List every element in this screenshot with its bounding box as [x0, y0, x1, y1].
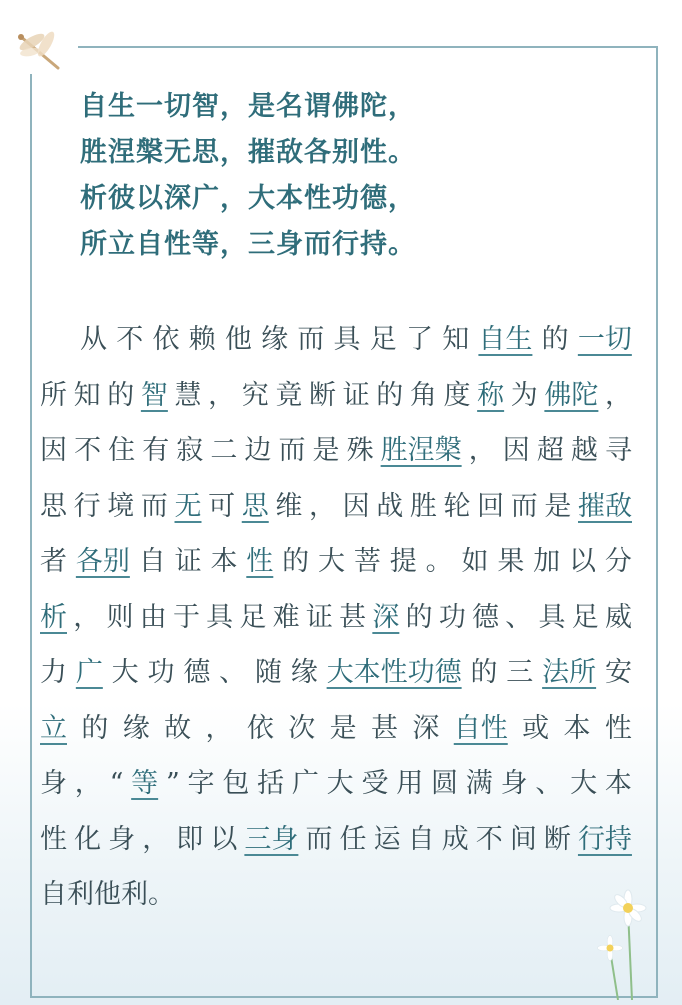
- text-char: 甚: [339, 601, 367, 633]
- text-char: 身: [108, 823, 136, 855]
- text-char: 由: [139, 601, 167, 633]
- text-char: 加: [533, 546, 561, 577]
- text-char: 自利他利。: [40, 879, 175, 910]
- text-char: 维: [275, 490, 303, 522]
- text-char: 成: [441, 823, 469, 855]
- text-char: 力: [40, 657, 67, 688]
- text-char: 了: [405, 324, 433, 355]
- text-char: 三: [506, 657, 534, 688]
- text-char: 的: [541, 324, 569, 355]
- text-char: ，: [208, 379, 236, 411]
- text-char: 依: [246, 712, 274, 744]
- text-char: 身: [40, 768, 67, 799]
- commentary-line-2: [40, 368, 632, 424]
- text-char: 足: [571, 601, 599, 633]
- text-char: 自: [138, 546, 166, 577]
- text-char: 提: [389, 546, 417, 577]
- commentary-line-8: [40, 701, 632, 757]
- text-char: 知: [73, 379, 101, 411]
- text-char: 断: [543, 823, 571, 855]
- underlined-term: 性: [246, 546, 274, 577]
- text-char: 是: [312, 435, 340, 466]
- text-char: 的: [81, 712, 109, 744]
- underlined-term: 称: [477, 379, 505, 411]
- text-char: 大: [570, 768, 598, 799]
- text-char: 次: [288, 712, 316, 744]
- text-char: 甚: [371, 712, 398, 744]
- text-char: 殊: [346, 435, 374, 466]
- text-char: 大: [318, 546, 346, 577]
- text-char: 的: [376, 379, 404, 411]
- text-char: 化: [74, 823, 102, 855]
- text-char: 缘: [290, 657, 318, 688]
- underlined-term: 自生: [478, 324, 533, 355]
- text-char: 而: [140, 490, 168, 522]
- underlined-term: 行持: [577, 823, 632, 855]
- text-char: 回: [477, 490, 505, 522]
- underlined-term: 智: [140, 379, 168, 411]
- text-char: 所: [40, 379, 67, 411]
- text-char: 功: [438, 601, 466, 633]
- text-char: 缘: [261, 324, 289, 355]
- text-char: 而: [305, 823, 333, 855]
- text-char: 受: [361, 768, 389, 799]
- text-char: 度: [443, 379, 471, 411]
- commentary-line-6: [40, 590, 632, 646]
- text-char: 依: [152, 324, 180, 355]
- text-char: 或: [522, 712, 550, 744]
- text-char: 有: [142, 435, 170, 466]
- text-char: 括: [257, 768, 285, 799]
- text-char: 行: [73, 490, 101, 522]
- commentary-line-7: [40, 645, 632, 701]
- text-char: 慧: [174, 379, 202, 411]
- underlined-term: 大本性功德: [326, 657, 462, 688]
- text-char: 。: [425, 546, 453, 577]
- text-char: 知: [442, 324, 470, 355]
- text-char: 为: [510, 379, 538, 411]
- text-char: 可: [208, 490, 236, 522]
- underlined-term: 广: [75, 657, 103, 688]
- text-char: 思: [40, 490, 67, 522]
- text-char: 难: [272, 601, 300, 633]
- underlined-term: 法所: [542, 657, 597, 688]
- text-char: 满: [465, 768, 493, 799]
- text-char: 身: [500, 768, 528, 799]
- text-char: “: [109, 768, 124, 799]
- verse-line-1: 自生一切智，是名谓佛陀，: [80, 91, 416, 122]
- daisy-flower-icon: [588, 880, 660, 1000]
- text-char: 分: [604, 546, 632, 577]
- text-char: ，: [73, 601, 101, 633]
- text-char: 即: [176, 823, 204, 855]
- text-char: 超: [536, 435, 564, 466]
- frame-right-border: [656, 46, 658, 998]
- text-char: 性: [604, 712, 632, 744]
- text-char: 竟: [275, 379, 303, 411]
- text-char: ，: [74, 768, 102, 799]
- text-char: 而: [297, 324, 325, 355]
- commentary-line-5: [40, 534, 632, 590]
- text-char: 他: [224, 324, 252, 355]
- verse-line-2: 胜涅槃无思，摧敌各别性。: [80, 137, 416, 168]
- commentary-paragraph: [40, 312, 632, 923]
- text-char: 深: [412, 712, 440, 744]
- text-char: 则: [106, 601, 134, 633]
- commentary-line-11: [40, 867, 632, 923]
- text-char: 、: [535, 768, 563, 799]
- text-char: 运: [373, 823, 401, 855]
- underlined-term: 无: [174, 490, 202, 522]
- text-char: 威: [604, 601, 632, 633]
- verse-line-3: 析彼以深广，大本性功德，: [80, 183, 416, 214]
- text-char: 足: [239, 601, 267, 633]
- text-char: 包: [222, 768, 250, 799]
- text-char: 任: [339, 823, 367, 855]
- text-char: 德: [183, 657, 211, 688]
- text-char: 者: [40, 546, 67, 577]
- commentary-line-3: [40, 423, 632, 479]
- text-char: 本: [563, 712, 591, 744]
- text-char: 以: [569, 546, 597, 577]
- text-char: 的: [107, 379, 135, 411]
- text-char: 具: [538, 601, 566, 633]
- text-char: ，: [205, 712, 233, 744]
- text-char: 证: [342, 379, 370, 411]
- text-char: 边: [244, 435, 272, 466]
- commentary-line-1: [40, 312, 632, 368]
- text-char: 因: [342, 490, 370, 522]
- text-char: 住: [108, 435, 136, 466]
- text-char: 证: [174, 546, 202, 577]
- underlined-term: 等: [131, 768, 159, 799]
- dragonfly-icon: [12, 30, 68, 74]
- text-char: 是: [329, 712, 357, 744]
- text-char: 赖: [188, 324, 216, 355]
- text-char: 随: [254, 657, 282, 688]
- underlined-term: 立: [40, 712, 67, 744]
- text-char: 的: [470, 657, 498, 688]
- text-char: 而: [510, 490, 538, 522]
- text-char: ”: [165, 768, 180, 799]
- commentary-line-10: [40, 812, 632, 868]
- underlined-term: 深: [372, 601, 400, 633]
- text-char: ，: [142, 823, 170, 855]
- text-char: 圆: [431, 768, 458, 799]
- text-char: 、: [219, 657, 247, 688]
- text-char: 是: [544, 490, 572, 522]
- text-char: 从: [80, 324, 107, 355]
- text-char: 胜: [409, 490, 437, 522]
- text-char: 证: [305, 601, 333, 633]
- text-char: 具: [206, 601, 234, 633]
- underlined-term: 胜涅槃: [380, 435, 462, 466]
- underlined-term: 各别: [75, 546, 130, 577]
- text-char: 因: [40, 435, 67, 466]
- underlined-term: 析: [40, 601, 67, 633]
- text-char: 寻: [604, 435, 632, 466]
- underlined-term: 一切: [577, 324, 632, 355]
- text-char: 不: [475, 823, 503, 855]
- text-char: 不: [116, 324, 144, 355]
- text-char: 大: [111, 657, 139, 688]
- text-char: 如: [461, 546, 489, 577]
- text-char: 二: [210, 435, 238, 466]
- text-char: 究: [241, 379, 269, 411]
- text-char: ，: [468, 435, 496, 466]
- text-char: 而: [278, 435, 306, 466]
- frame-left-border: [30, 74, 32, 998]
- text-char: 德: [472, 601, 500, 633]
- verse-line-4: 所立自性等，三身而行持。: [80, 229, 416, 260]
- text-char: 广: [291, 768, 319, 799]
- text-char: 境: [107, 490, 135, 522]
- text-char: 以: [210, 823, 238, 855]
- text-char: 果: [497, 546, 525, 577]
- verse-block: [80, 84, 416, 268]
- underlined-term: 思: [241, 490, 269, 522]
- text-char: 字: [187, 768, 215, 799]
- text-char: 角: [409, 379, 437, 411]
- text-char: 、: [505, 601, 533, 633]
- text-char: 足: [369, 324, 397, 355]
- text-char: 轮: [443, 490, 471, 522]
- text-char: 菩: [353, 546, 381, 577]
- underlined-term: 佛陀: [544, 379, 599, 411]
- text-char: 缘: [122, 712, 150, 744]
- frame-top-border: [78, 46, 656, 48]
- text-char: 本: [210, 546, 238, 577]
- text-char: ，: [605, 379, 632, 411]
- text-char: 于: [172, 601, 200, 633]
- commentary-line-4: [40, 479, 632, 535]
- underlined-term: 摧敌: [578, 490, 632, 522]
- text-char: 故: [164, 712, 192, 744]
- text-char: 自: [407, 823, 435, 855]
- text-char: 的: [282, 546, 310, 577]
- text-char: 性: [40, 823, 67, 855]
- text-char: 不: [74, 435, 102, 466]
- text-char: 功: [147, 657, 175, 688]
- text-char: 安: [604, 657, 632, 688]
- text-char: 断: [309, 379, 336, 411]
- underlined-term: 三身: [244, 823, 299, 855]
- text-char: 战: [376, 490, 404, 522]
- text-char: 间: [509, 823, 537, 855]
- text-char: 本: [604, 768, 632, 799]
- text-char: 用: [396, 768, 424, 799]
- text-char: 因: [502, 435, 530, 466]
- underlined-term: 自性: [453, 712, 508, 744]
- text-char: ，: [309, 490, 336, 522]
- text-char: 越: [570, 435, 598, 466]
- text-char: 的: [405, 601, 433, 633]
- text-char: 具: [333, 324, 361, 355]
- text-char: 寂: [176, 435, 204, 466]
- frame-bottom-border: [30, 996, 658, 998]
- text-char: 大: [326, 768, 354, 799]
- commentary-line-9: [40, 756, 632, 812]
